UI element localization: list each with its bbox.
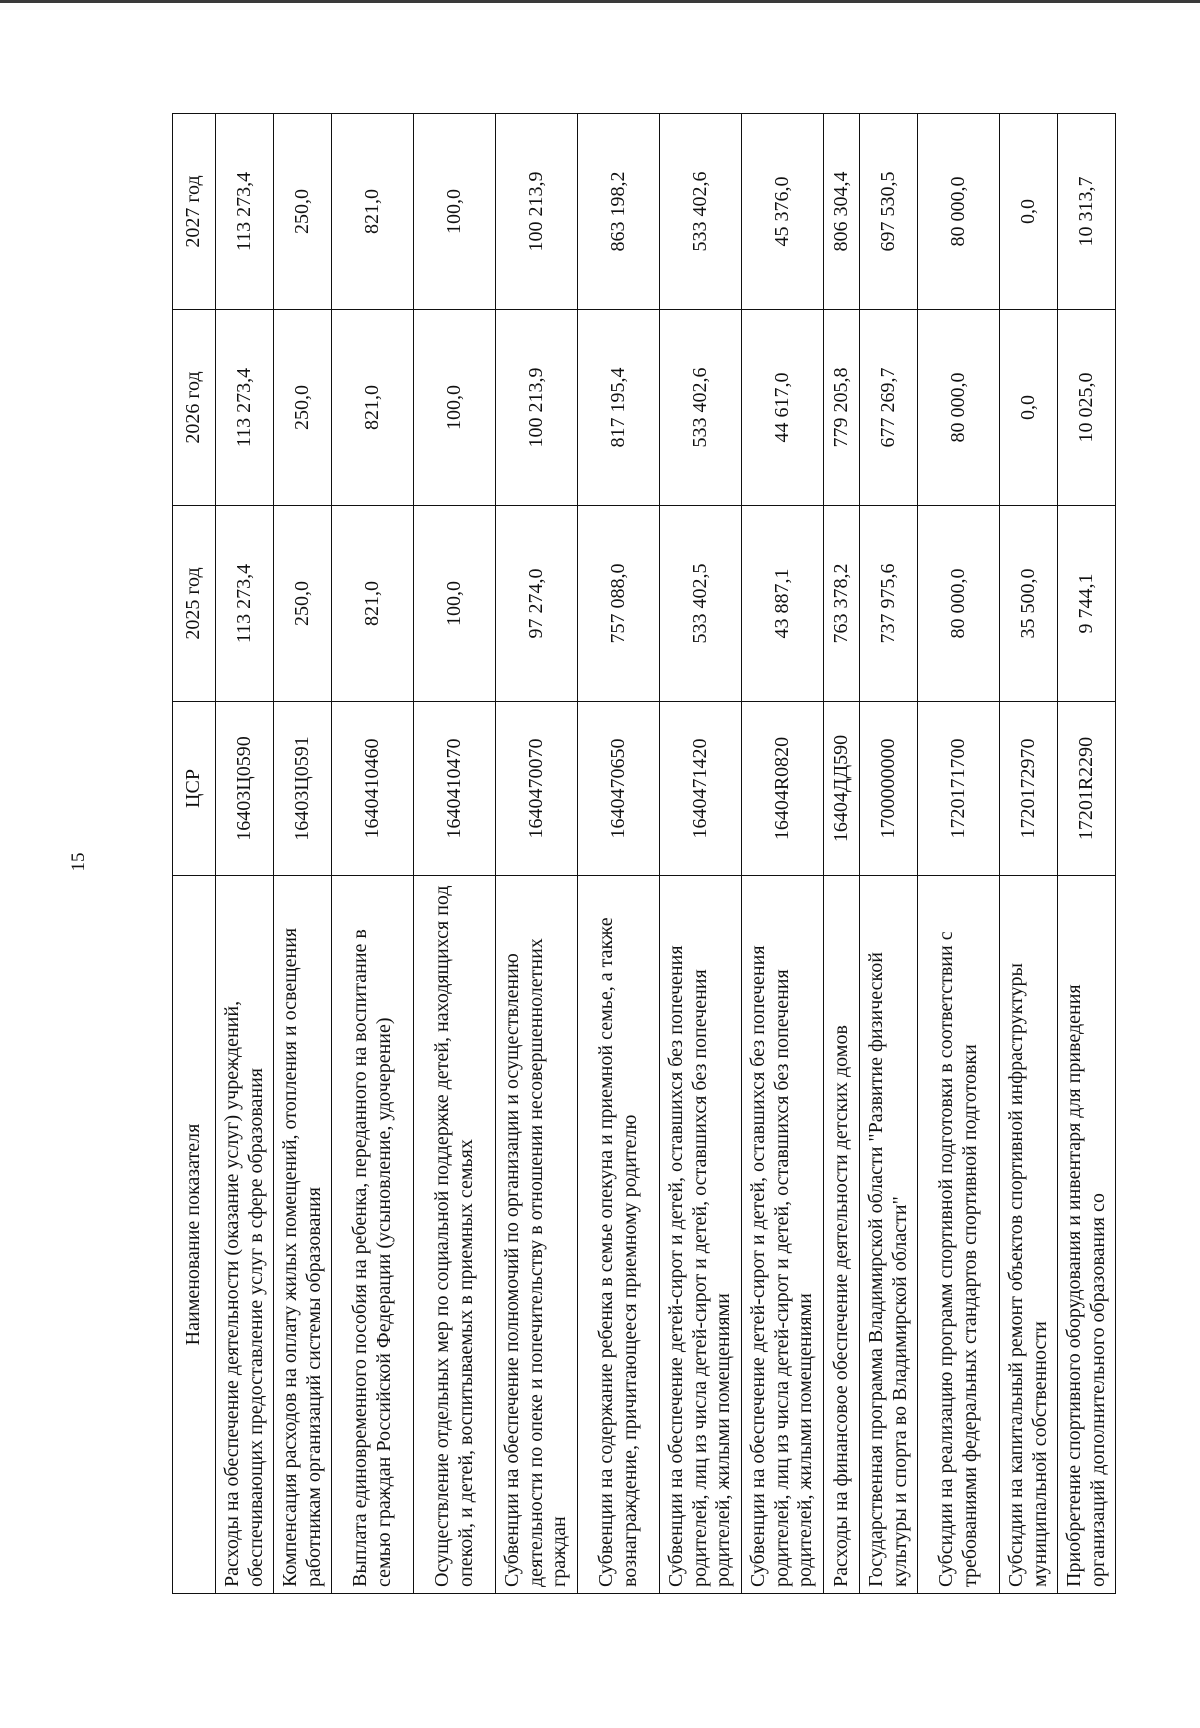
row-name: Расходы на финансовое обеспечение деятельности детских домов — [824, 876, 860, 1594]
table-row — [860, 114, 918, 1594]
row-name: Государственная программа Владимирской области "Развитие физической культуры и спорта во Владимирской области" — [860, 876, 918, 1594]
row-2026: 779 205,8 — [824, 310, 860, 506]
row-2025: 821,0 — [332, 506, 414, 702]
row-csr: 1640410470 — [414, 702, 496, 876]
row-csr: 16403Ц0590 — [216, 702, 274, 876]
row-2027: 821,0 — [332, 114, 414, 310]
row-csr: 1640470070 — [496, 702, 578, 876]
row-csr: 17201R2290 — [1058, 702, 1116, 876]
budget-table — [172, 113, 1116, 1594]
row-2027: 806 304,4 — [824, 114, 860, 310]
table-row — [216, 114, 274, 1594]
row-2027: 697 530,5 — [860, 114, 918, 310]
row-2027: 100 213,9 — [496, 114, 578, 310]
table-row — [824, 114, 860, 1594]
row-2025: 80 000,0 — [918, 506, 1000, 702]
row-2025: 97 274,0 — [496, 506, 578, 702]
row-2025: 113 273,4 — [216, 506, 274, 702]
row-2025: 35 500,0 — [1000, 506, 1058, 702]
budget-table-wrapper — [172, 114, 1109, 1594]
header-csr: ЦСР — [173, 702, 216, 876]
page-number: 15 — [68, 852, 89, 872]
row-2025: 533 402,5 — [660, 506, 742, 702]
row-2026: 0,0 — [1000, 310, 1058, 506]
table-row — [660, 114, 742, 1594]
row-name: Приобретение спортивного оборудования и инвентаря для приведения организаций дополнительного образования со — [1058, 876, 1116, 1594]
row-2025: 763 378,2 — [824, 506, 860, 702]
table-row — [414, 114, 496, 1594]
row-csr: 1640471420 — [660, 702, 742, 876]
row-2025: 737 975,6 — [860, 506, 918, 702]
row-2025: 43 887,1 — [742, 506, 824, 702]
row-name: Субвенции на содержание ребенка в семье опекуна и приемной семье, а также вознаграждение, причитающееся приемному родителю — [578, 876, 660, 1594]
row-csr: 16404ДД590 — [824, 702, 860, 876]
row-2025: 250,0 — [274, 506, 332, 702]
table-row — [1000, 114, 1058, 1594]
row-csr: 1720172970 — [1000, 702, 1058, 876]
row-name: Компенсация расходов на оплату жилых помещений, отопления и освещения работникам организаций системы образования — [274, 876, 332, 1594]
header-2026: 2026 год — [173, 310, 216, 506]
row-csr: 16404R0820 — [742, 702, 824, 876]
table-row — [742, 114, 824, 1594]
row-2026: 44 617,0 — [742, 310, 824, 506]
row-2026: 100,0 — [414, 310, 496, 506]
row-2027: 0,0 — [1000, 114, 1058, 310]
row-2026: 821,0 — [332, 310, 414, 506]
row-name: Выплата единовременного пособия на ребенка, переданного на воспитание в семью граждан Российской Федерации (усыновление, удочерение) — [332, 876, 414, 1594]
row-2026: 677 269,7 — [860, 310, 918, 506]
scan-edge — [0, 0, 1200, 3]
row-2026: 533 402,6 — [660, 310, 742, 506]
header-indicator-name: Наименование показателя — [173, 876, 216, 1594]
table-row — [332, 114, 414, 1594]
row-csr: 1720171700 — [918, 702, 1000, 876]
row-csr: 1640410460 — [332, 702, 414, 876]
row-2026: 817 195,4 — [578, 310, 660, 506]
row-2027: 113 273,4 — [216, 114, 274, 310]
table-row — [918, 114, 1000, 1594]
row-2026: 80 000,0 — [918, 310, 1000, 506]
row-2027: 100,0 — [414, 114, 496, 310]
table-row — [274, 114, 332, 1594]
header-2027: 2027 год — [173, 114, 216, 310]
header-2025: 2025 год — [173, 506, 216, 702]
row-name: Субвенции на обеспечение детей-сирот и детей, оставшихся без попечения родителей, лиц из числа детей-сирот и детей, оставшихся без попечения родителей, жилыми помещениями — [742, 876, 824, 1594]
table-header-row — [173, 114, 216, 1594]
table-row — [1058, 114, 1116, 1594]
row-name: Субсидии на капитальный ремонт объектов спортивной инфраструктуры муниципальной собственности — [1000, 876, 1058, 1594]
row-name: Субсидии на реализацию программ спортивной подготовки в соответствии с требованиями федеральных стандартов спортивной подготовки — [918, 876, 1000, 1594]
row-2027: 80 000,0 — [918, 114, 1000, 310]
table-row — [578, 114, 660, 1594]
row-csr: 16403Ц0591 — [274, 702, 332, 876]
row-2026: 113 273,4 — [216, 310, 274, 506]
row-name: Субвенции на обеспечение детей-сирот и детей, оставшихся без попечения родителей, лиц из числа детей-сирот и детей, оставшихся без попечения родителей, жилыми помещениями — [660, 876, 742, 1594]
row-csr: 1640470650 — [578, 702, 660, 876]
row-2027: 10 313,7 — [1058, 114, 1116, 310]
row-2025: 9 744,1 — [1058, 506, 1116, 702]
row-name: Осуществление отдельных мер по социальной поддержке детей, находящихся под опекой, и детей, воспитываемых в приемных семьях — [414, 876, 496, 1594]
row-name: Расходы на обеспечение деятельности (оказание услуг) учреждений, обеспечивающих предоставление услуг в сфере образования — [216, 876, 274, 1594]
row-2025: 757 088,0 — [578, 506, 660, 702]
row-2027: 45 376,0 — [742, 114, 824, 310]
row-2027: 250,0 — [274, 114, 332, 310]
row-name: Субвенции на обеспечение полномочий по организации и осуществлению деятельности по опеке и попечительству в отношении несовершеннолетних граждан — [496, 876, 578, 1594]
row-2025: 100,0 — [414, 506, 496, 702]
row-2026: 10 025,0 — [1058, 310, 1116, 506]
row-2026: 100 213,9 — [496, 310, 578, 506]
table-row — [496, 114, 578, 1594]
row-2027: 863 198,2 — [578, 114, 660, 310]
row-csr: 1700000000 — [860, 702, 918, 876]
row-2027: 533 402,6 — [660, 114, 742, 310]
row-2026: 250,0 — [274, 310, 332, 506]
